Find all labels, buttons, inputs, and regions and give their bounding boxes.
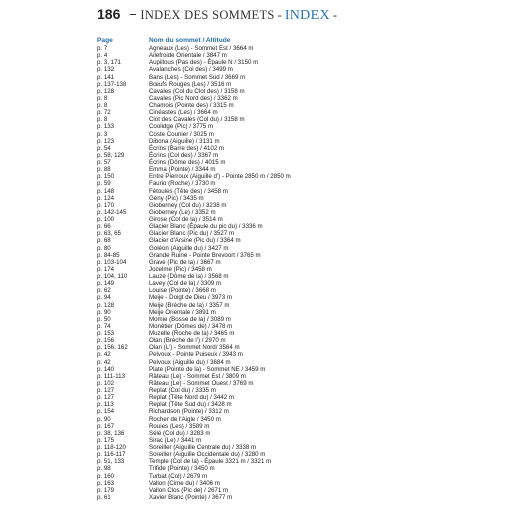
table-row — [97, 52, 427, 59]
page-reference: p. 62 — [97, 287, 111, 295]
table-row — [97, 145, 427, 152]
summit-name-altitude: Fétoules (Tête des) / 3458 m — [149, 187, 228, 195]
summit-name-altitude: Louise (Pointe) / 3668 m — [149, 287, 216, 295]
table-row — [97, 451, 427, 458]
summit-name-altitude: Rouies (Les) / 3589 m — [149, 422, 210, 430]
page-reference: p. 153 — [97, 330, 115, 337]
table-row — [97, 465, 427, 472]
table-row — [97, 245, 427, 252]
table-row — [97, 81, 427, 88]
table-row — [97, 344, 427, 351]
summit-name-altitude: Avalanches (Col des) / 3499 m — [149, 66, 233, 74]
page-reference: p. 116-117 — [97, 451, 126, 459]
page-reference: p. 128 — [97, 87, 115, 95]
summit-name-altitude: Chamois (Pointe des) / 3315 m — [149, 102, 234, 109]
page-reference: p. 142-145 — [97, 208, 127, 216]
page-reference: p. 59 — [97, 180, 111, 188]
table-row — [97, 302, 427, 309]
page-reference: p. 150 — [97, 173, 115, 181]
table-row — [97, 366, 427, 373]
page-reference: p. 167 — [97, 422, 115, 430]
page-reference: p. 84-85 — [97, 251, 120, 259]
table-row — [97, 202, 427, 209]
summit-name-altitude: Sélé (Col du) / 3283 m — [149, 429, 211, 437]
table-row — [97, 116, 427, 123]
table-row — [97, 323, 427, 330]
summit-name-altitude: Replat (Tête Sud du) / 3428 m — [149, 401, 232, 409]
summit-name-altitude: Écrins (Barre des) / 4102 m — [149, 144, 225, 152]
table-row — [97, 473, 427, 480]
table-header — [97, 36, 427, 45]
summit-name-altitude: Lavey (Col de la) / 3309 m — [149, 280, 222, 288]
page-reference: p. 88 — [97, 166, 111, 174]
table-row — [97, 416, 427, 423]
summit-name-altitude: Momie (Bosse de la) / 3089 m — [149, 315, 231, 323]
page-title: INDEX DES SOMMETS — [140, 8, 275, 22]
summit-name-altitude: Soreiller (Aiguille Centrale du) / 3338 m — [149, 444, 257, 451]
table-row — [97, 209, 427, 216]
table-row — [97, 430, 427, 437]
page-reference: p. 149 — [97, 280, 115, 288]
table-row — [97, 480, 427, 487]
summit-name-altitude: Agneaux (Les) - Sommet Est / 3664 m — [149, 45, 254, 52]
page-reference: p. 123 — [97, 137, 115, 145]
table-row — [97, 494, 427, 501]
table-row — [97, 309, 427, 316]
page-number: 186 — [97, 6, 121, 22]
summit-name-altitude: Temple (Col de la) - Épaule 3321 m / 3321 m — [149, 458, 272, 466]
table-row — [97, 423, 427, 430]
page-reference: p. 8 — [97, 94, 108, 102]
table-row — [97, 88, 427, 95]
page-reference: p. 137-138 — [97, 80, 127, 88]
table-row — [97, 351, 427, 358]
summit-name-altitude: Richardson (Pointe) / 3312 m — [149, 408, 229, 416]
table-row — [97, 59, 427, 66]
table-row — [97, 123, 427, 130]
page-reference: p. 148 — [97, 187, 115, 195]
page-reference: p. 61 — [97, 493, 111, 501]
summit-name-altitude: Soreiller (Aiguille Occidentale du) / 3280 m — [149, 451, 266, 459]
page-reference: p. 72 — [97, 109, 111, 117]
summit-name-altitude: Sirac (Le) / 3441 m — [149, 436, 202, 444]
table-row — [97, 102, 427, 109]
table-row — [97, 401, 427, 408]
page-reference: p. 156 — [97, 337, 115, 345]
table-row — [97, 408, 427, 415]
page-reference: p. 57 — [97, 159, 111, 166]
summit-name-altitude: Meije Orientale / 3891 m — [149, 308, 216, 316]
summit-name-altitude: Grande Ruine - Pointe Brevoort / 3765 m — [149, 251, 261, 259]
page-reference: p. 113 — [97, 401, 114, 409]
table-row — [97, 252, 427, 259]
summit-name-altitude: Glacier Blanc (Pic du) / 3527 m — [149, 230, 234, 238]
page-reference: p. 54 — [97, 144, 111, 152]
page-reference: p. 80 — [97, 244, 111, 252]
column-header-page: Page — [97, 37, 113, 44]
summit-name-altitude: Rocher de l'Aigle / 3450 m — [149, 415, 221, 423]
table-row — [97, 159, 427, 166]
page-reference: p. 160 — [97, 472, 115, 480]
page-reference: p. 58, 129 — [97, 151, 125, 159]
table-row — [97, 188, 427, 195]
page-reference: p. 3, 171 — [97, 59, 121, 67]
page-reference: p. 163 — [97, 479, 115, 487]
summit-name-altitude: Pelvoux (Aiguille du) / 3684 m — [149, 358, 231, 366]
table-row — [97, 109, 427, 116]
title-tail: - — [332, 8, 338, 22]
summit-name-altitude: Gény (Pic) / 3435 m — [149, 194, 204, 202]
page-reference: p. 90 — [97, 415, 111, 423]
summit-name-altitude: Meije - Doigt de Dieu / 3973 m — [149, 294, 232, 302]
table-row — [97, 373, 427, 380]
summit-name-altitude: Olan (L') - Sommet Nord/ 3564 m — [149, 344, 240, 352]
page-reference: p. 133 — [97, 123, 115, 131]
table-row — [97, 195, 427, 202]
summit-name-altitude: Gioberney (Col du) / 3238 m — [149, 201, 227, 209]
summit-name-altitude: Grave (Pic de la) / 3667 m — [149, 258, 221, 266]
summit-name-altitude: Pelvoux - Pointe Puiseux / 3943 m — [149, 351, 243, 359]
summit-name-altitude: Bans (Les) - Sommet Sud / 3669 m — [149, 73, 246, 81]
summit-name-altitude: Olan (Brèche de l') / 2970 m — [149, 337, 226, 345]
summit-name-altitude: Turbat (Col) / 2679 m — [149, 472, 208, 480]
summit-name-altitude: Jocelme (Pic) / 3458 m — [149, 265, 212, 273]
table-row — [97, 173, 427, 180]
summit-name-altitude: Râteau (Le) - Sommet Ouest / 3769 m — [149, 379, 254, 387]
page-reference: p. 51, 133 — [97, 458, 125, 466]
summit-name-altitude: Cinéastes (Les) / 3664 m — [149, 109, 218, 117]
page-reference: p. 4 — [97, 52, 108, 60]
table-row — [97, 330, 427, 337]
header-rule — [130, 14, 136, 15]
summit-name-altitude: Bœufs Rouges (Les) / 3516 m — [149, 80, 232, 88]
page-reference: p. 98 — [97, 465, 111, 473]
summit-name-altitude: Vallon Clos (Pic de) / 2671 m — [149, 486, 229, 494]
page-reference: p. 66 — [97, 223, 111, 231]
page-reference: p. 132 — [97, 66, 115, 74]
page-reference: p. 94 — [97, 294, 111, 302]
page-reference: p. 74 — [97, 322, 111, 330]
summit-name-altitude: Meije (Brèche de la) / 3357 m — [149, 301, 230, 309]
page-reference: p. 127 — [97, 387, 115, 394]
page-reference: p. 156, 162 — [97, 344, 128, 352]
section-title: INDEX — [284, 8, 330, 23]
table-row — [97, 458, 427, 465]
table-row — [97, 394, 427, 401]
page-reference: p. 118-120 — [97, 444, 126, 451]
summit-name-altitude: Cavales (Col du Clot des) / 3158 m — [149, 87, 245, 95]
summit-name-altitude: Dibona (Aiguille) / 3131 m — [149, 137, 220, 145]
summit-name-altitude: Goléon (Aiguille du) / 3427 m — [149, 244, 229, 252]
summit-name-altitude: Lauze (Dôme de la) / 3568 m — [149, 273, 229, 280]
table-row — [97, 280, 427, 287]
summit-name-altitude: Écrins (Col des) / 3367 m — [149, 151, 219, 159]
table-row — [97, 216, 427, 223]
summit-name-altitude: Girose (Col de la) / 3514 m — [149, 216, 223, 223]
page-reference: p. 8 — [97, 116, 108, 124]
table-row — [97, 45, 427, 52]
page-reference: p. 174 — [97, 265, 115, 273]
page-reference: p. 179 — [97, 486, 115, 494]
summit-name-altitude: Replat (Tête Nord du) / 3442 m — [149, 394, 234, 402]
page-reference: p. 100 — [97, 216, 115, 223]
page-reference: p. 103-104 — [97, 258, 127, 266]
table-row — [97, 131, 427, 138]
page-reference: p. 102 — [97, 379, 115, 387]
page-reference: p. 175 — [97, 436, 115, 444]
summit-name-altitude: Coste Counier / 3025 m — [149, 130, 214, 138]
page-reference: p. 154 — [97, 408, 115, 416]
table-row — [97, 437, 427, 444]
table-row — [97, 259, 427, 266]
summit-name-altitude: Écrins (Dôme des) / 4015 m — [149, 159, 226, 166]
table-row — [97, 294, 427, 301]
summit-index-table — [97, 36, 427, 501]
table-row — [97, 316, 427, 323]
page-reference: p. 111-113 — [97, 372, 125, 380]
summit-name-altitude: Gioberney (Le) / 3352 m — [149, 208, 216, 216]
page-reference: p. 141 — [97, 73, 115, 81]
table-row — [97, 380, 427, 387]
summit-name-altitude: Vallon (Cime du) / 3406 m — [149, 479, 220, 487]
table-row — [97, 387, 427, 394]
page-reference: p. 50 — [97, 315, 111, 323]
page-header — [97, 6, 337, 24]
table-row — [97, 138, 427, 145]
summit-name-altitude: Faurio (Roche) / 3730 m — [149, 180, 216, 188]
page-reference: p. 90 — [97, 308, 111, 316]
table-body — [97, 45, 427, 501]
table-row — [97, 337, 427, 344]
table-row — [97, 273, 427, 280]
summit-name-altitude: Cavales (Pic Nord des) / 3362 m — [149, 94, 238, 102]
table-row — [97, 95, 427, 102]
summit-name-altitude: Râteau (Le) - Sommet Est / 3809 m — [149, 372, 246, 380]
page-reference: p. 128 — [97, 301, 115, 309]
table-row — [97, 152, 427, 159]
page-reference: p. 63, 65 — [97, 230, 121, 238]
table-row — [97, 66, 427, 73]
table-row — [97, 166, 427, 173]
table-row — [97, 487, 427, 494]
page-reference: p. 8 — [97, 102, 108, 109]
table-row — [97, 359, 427, 366]
summit-name-altitude: Glacier Blanc (Épaule du pic du) / 3336 m — [149, 223, 263, 231]
page-reference: p. 104, 110 — [97, 273, 128, 280]
table-row — [97, 237, 427, 244]
page-reference: p. 42 — [97, 351, 111, 359]
summit-name-altitude: Emma (Pointe) / 3344 m — [149, 166, 216, 174]
summit-name-altitude: Clot des Cavales (Col du) / 3158 m — [149, 116, 245, 124]
summit-name-altitude: Entre Pierroux (Aiguille d') - Pointe 2850 m / 2850 m — [149, 173, 291, 181]
table-row — [97, 223, 427, 230]
summit-name-altitude: Replat (Col du) / 3335 m — [149, 387, 216, 394]
summit-name-altitude: Coolidge (Pic) / 3775 m — [149, 123, 214, 131]
table-row — [97, 230, 427, 237]
summit-name-altitude: Xavier Blanc (Pointe) / 3677 m — [149, 493, 233, 501]
title-separator: - — [277, 8, 282, 22]
page-reference: p. 42 — [97, 358, 111, 366]
table-row — [97, 287, 427, 294]
summit-name-altitude: Aupillous (Pas des) - Épaule N / 3150 m — [149, 59, 259, 67]
table-row — [97, 74, 427, 81]
table-row — [97, 180, 427, 187]
summit-name-altitude: Trifide (Pointe) / 3450 m — [149, 465, 215, 473]
summit-name-altitude: Ailefroide Orientale / 3847 m — [149, 52, 227, 60]
page-reference: p. 3 — [97, 130, 108, 138]
page-reference: p. 127 — [97, 394, 115, 402]
page-reference: p. 68 — [97, 237, 111, 245]
summit-name-altitude: Plate (Pointe de la) - Sommet NE / 3459 m — [149, 365, 266, 373]
column-header-name: Nom du sommet / Altitude — [149, 37, 231, 44]
page-reference: p. 124 — [97, 194, 115, 202]
page-reference: p. 140 — [97, 365, 115, 373]
page-reference: p. 38, 136 — [97, 429, 125, 437]
table-row — [97, 266, 427, 273]
page-reference: p. 170 — [97, 201, 115, 209]
page-reference: p. 7 — [97, 45, 108, 52]
summit-name-altitude: Glacier d'Arsine (Pic du) / 3364 m — [149, 237, 241, 245]
summit-name-altitude: Monêtier (Dômes de) / 3478 m — [149, 322, 233, 330]
table-row — [97, 444, 427, 451]
summit-name-altitude: Muzelle (Roche de la) / 3465 m — [149, 330, 235, 337]
